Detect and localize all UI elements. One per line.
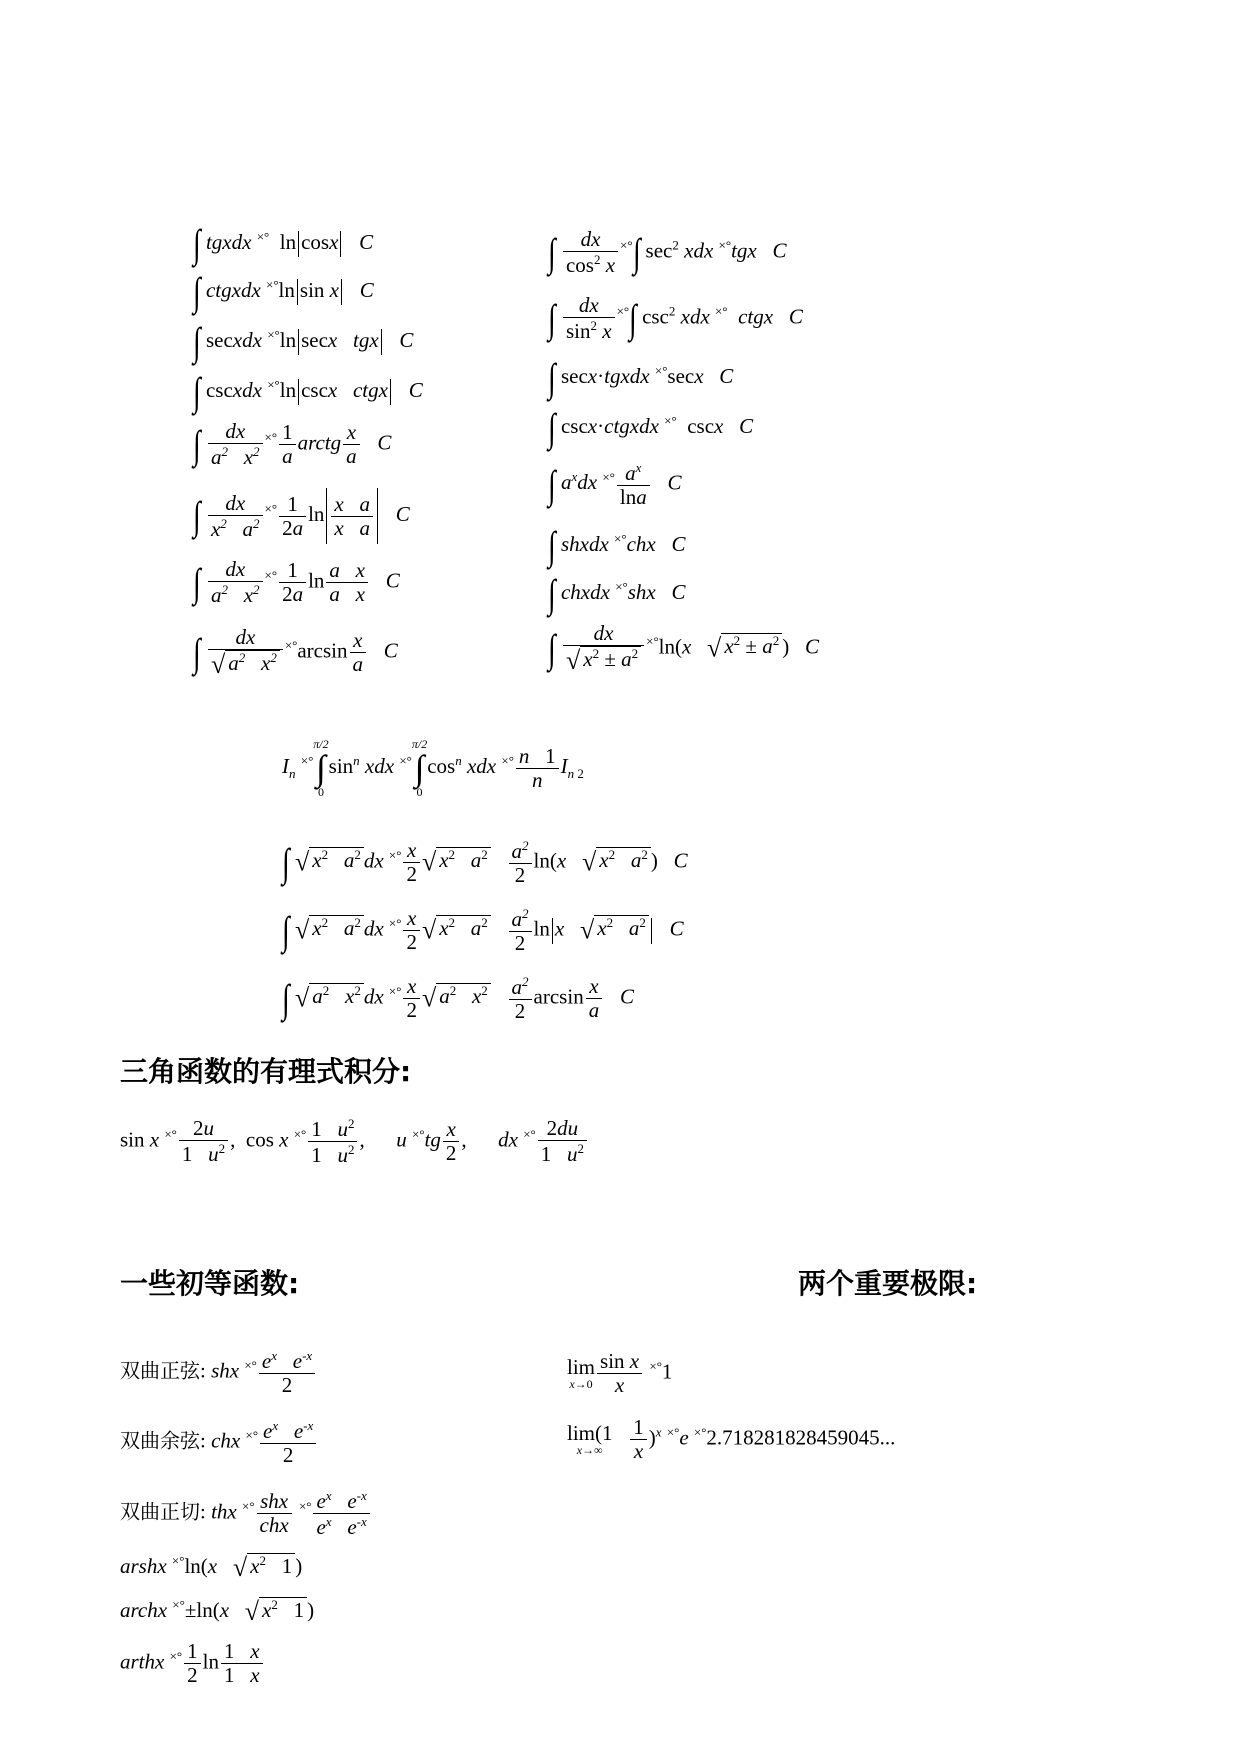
- integral-tgx: ∫ tgxdx ×° ln cosx C: [193, 221, 374, 266]
- heading-elementary: 一些初等函数:: [120, 1267, 300, 1300]
- heading-trig: 三角函数的有理式积分:: [120, 1055, 412, 1088]
- integral-arcsin: ∫ $\frac{dx}{√ a^2 x^2}$ ×°arcsin $\frac{x}{a}$ C: [193, 625, 398, 680]
- func-arshx: arshx ×°ln(x √ $x^2$ 1 ): [120, 1553, 303, 1583]
- integral-cscx: ∫ cscxdx ×°ln cscx ctgx C: [193, 369, 423, 414]
- integral-secxtgx: ∫ secx·tgxdx ×°secx C: [548, 355, 734, 400]
- func-chx: 双曲余弦: chx ×° $\frac{e^x e^{-x}}{2}$: [120, 1418, 318, 1467]
- integral-csc2: ∫ $\frac{dx}{\sin^2 x}$ ×°∫ $\csc^2$ xdx ×° ctgx C: [548, 293, 803, 343]
- integral-chx: ∫ chxdx ×°shx C: [548, 571, 686, 616]
- heading-limits: 两个重要极限:: [798, 1267, 978, 1300]
- limit-sinx: lim x→0 $\frac{\text{sin x}}{x}$ ×°1: [567, 1349, 673, 1397]
- func-shx: 双曲正弦: shx ×° $\frac{e^x e^{-x}}{2}$: [120, 1348, 317, 1397]
- integral-sec2: ∫ $\frac{dx}{\cos^2 x}$ ×°∫ $\sec^2$ xdx ×°tgx C: [548, 227, 787, 277]
- formula-In: $I_n$ ×° π/2 ∫ 0 $\sin^n$ xdx ×° π/2 ∫ 0 $\cos^n$ xdx ×° $\frac{n 1}{n}$ $I_n$ $_2$: [282, 737, 584, 799]
- integral-ln-abs: ∫ $\frac{dx}{x^2 a^2}$ ×° $\frac{1}{2a}$ ln $\frac{\text{x a}}{\text{x a}}$ C: [193, 488, 410, 544]
- formula-sqrt-plus: ∫ √ $x^2$ $a^2$ dx ×° $\frac{x}{2}$ √ $x^2$ $a^2$ $\frac{a^2}{2}$ ln(x √ $x^2$ $a^2$ ) C: [282, 838, 688, 887]
- integral-ax: ∫ $a^xdx$ ×° $\frac{a^x}{\ln a}$ C: [548, 460, 682, 509]
- integral-secx: ∫ secxdx ×°ln secx tgx C: [193, 319, 414, 364]
- formula-sqrt-minus: ∫ √ $x^2$ $a^2$ dx ×° $\frac{x}{2}$ √ $x^2$ $a^2$ $\frac{a^2}{2}$ ln x √ $x^2$ $a^2$ C: [282, 906, 684, 955]
- limit-e: lim(1 x→∞ $\frac{1}{x}$ )$^x$ ×°e ×°2.718281828459045...: [567, 1415, 896, 1463]
- integral-ctgx: ∫ ctgxdx ×°ln sin x C: [193, 269, 374, 314]
- func-arthx: arthx ×° $\frac{1}{2}$ ln $\frac{1 x}{1 x}$: [120, 1640, 265, 1687]
- integral-ln-sqrt: ∫ $\frac{dx}{√ x^2 \pm a^2}$ ×°ln(x √ $x^2 \pm a^2$ ) C: [548, 621, 819, 676]
- integral-cscxctgx: ∫ cscx·ctgxdx ×° cscx C: [548, 405, 754, 450]
- formula-sqrt-arcsin: ∫ √ $a^2$ $x^2$ dx ×° $\frac{x}{2}$ √ $a^2$ $x^2$ $\frac{a^2}{2}$ arcsin $\frac{x}{a}$ C: [282, 974, 634, 1023]
- integral-shx: ∫ shxdx ×°chx C: [548, 523, 686, 568]
- trig-substitution: sin x ×° $\frac{2u}{1 u^2}$ , cos x ×° $\frac{1 u^2}{1 u^2}$ , u ×°tg $\frac{x}{2}$ , dx ×° $\frac{2du}{1 u^2}$: [120, 1116, 589, 1167]
- func-archx: archx ×°±ln(x √ $x^2$ 1 ): [120, 1597, 315, 1627]
- integral-arctg: ∫ $\frac{dx}{a^2 x^2}$ ×° $\frac{1}{a}$ arctg $\frac{x}{a}$ C: [193, 419, 392, 469]
- integral-ln: ∫ $\frac{dx}{a^2 x^2}$ ×° $\frac{1}{2a}$ ln $\frac{\text{a x}}{\text{a x}}$ C: [193, 557, 400, 607]
- func-thx: 双曲正切: thx ×° $\frac{\text{shx}}{\text{chx}}$ ×° $\frac{e^x e^{-x}}{e^x e^{-x}}$: [120, 1488, 372, 1539]
